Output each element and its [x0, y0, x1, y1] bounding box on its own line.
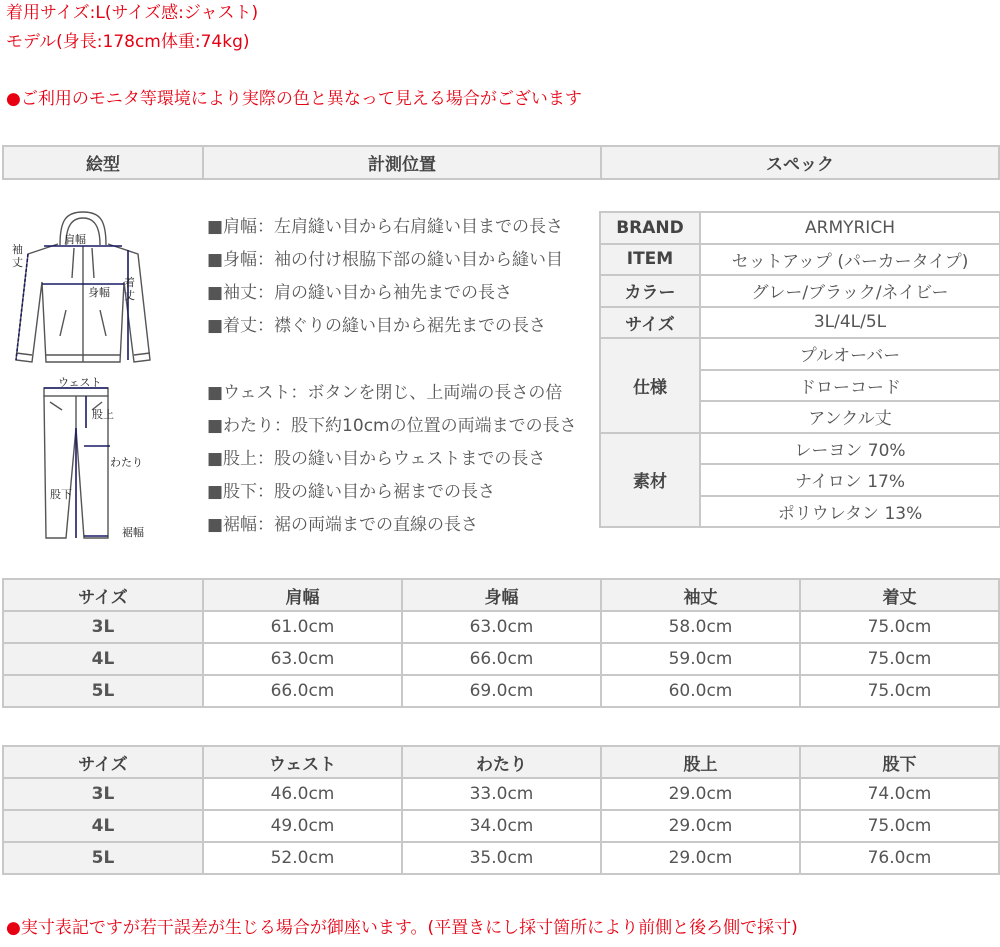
spec-color-value: グレー/ブラック/ネイビー — [700, 275, 1000, 307]
value-cell: 34.0cm — [402, 810, 601, 842]
value-cell: 69.0cm — [402, 675, 601, 707]
measure-item: ■肩幅：左肩縫い目から右肩縫い目までの長さ — [207, 217, 564, 237]
column-header: 身幅 — [402, 579, 601, 611]
label-waist: ウェスト — [58, 376, 102, 389]
pants-illustration — [36, 376, 156, 546]
table-row — [3, 675, 999, 707]
value-cell: 60.0cm — [601, 675, 800, 707]
spec-shiyou-value: アンクル丈 — [700, 401, 1000, 433]
value-cell: 75.0cm — [800, 643, 999, 675]
value-cell: 49.0cm — [203, 810, 402, 842]
label-watari: わたり — [110, 456, 143, 469]
section-header-table — [2, 145, 1000, 180]
table-row — [3, 611, 999, 643]
column-header: 肩幅 — [203, 579, 402, 611]
label-matagami: 股上 — [92, 408, 114, 421]
spec-size-label: サイズ — [600, 307, 700, 339]
value-cell: 63.0cm — [402, 611, 601, 643]
value-cell: 75.0cm — [800, 611, 999, 643]
measure-item: ■袖丈：肩の縫い目から袖先までの長さ — [207, 283, 513, 303]
value-cell: 29.0cm — [601, 842, 800, 874]
table-row — [3, 778, 999, 810]
label-susohaba: 裾幅 — [122, 526, 144, 539]
value-cell: 29.0cm — [601, 778, 800, 810]
measure-item: ■股上：股の縫い目からウェストまでの長さ — [207, 449, 546, 469]
value-cell: 76.0cm — [800, 842, 999, 874]
size-cell: 4L — [3, 810, 203, 842]
value-cell: 75.0cm — [800, 810, 999, 842]
column-header: 着丈 — [800, 579, 999, 611]
spec-item-label: ITEM — [600, 244, 700, 276]
measure-item: ■裾幅：裾の両端までの直線の長さ — [207, 515, 479, 535]
spec-brand-value: ARMYRICH — [700, 212, 1000, 244]
label-kitake-1: 着 — [124, 276, 135, 289]
spec-item-value: セットアップ (パーカータイプ) — [700, 244, 1000, 276]
label-kitake-2: 丈 — [124, 289, 135, 302]
column-header: サイズ — [3, 579, 203, 611]
size-table-top — [2, 578, 1000, 708]
column-header: 股下 — [800, 746, 999, 778]
measure-item: ■わたり：股下約10cmの位置の両端までの長さ — [207, 416, 577, 436]
value-cell: 59.0cm — [601, 643, 800, 675]
label-mihaba: 身幅 — [88, 286, 110, 299]
measure-item: ■着丈：襟ぐりの縫い目から裾先までの長さ — [207, 316, 547, 336]
value-cell: 29.0cm — [601, 810, 800, 842]
size-table-bottom — [2, 745, 1000, 875]
value-cell: 75.0cm — [800, 675, 999, 707]
value-cell: 58.0cm — [601, 611, 800, 643]
value-cell: 63.0cm — [203, 643, 402, 675]
label-sode-2: 丈 — [12, 256, 23, 269]
size-cell: 3L — [3, 611, 203, 643]
measure-item: ■股下：股の縫い目から裾までの長さ — [207, 482, 496, 502]
table-row — [3, 842, 999, 874]
worn-size-line: 着用サイズ:L(サイズ感:ジャスト) — [6, 3, 259, 23]
spec-sozai-label: 素材 — [600, 433, 700, 528]
value-cell: 61.0cm — [203, 611, 402, 643]
spec-sozai-value: ナイロン 17% — [700, 464, 1000, 496]
value-cell: 66.0cm — [402, 643, 601, 675]
label-katahaba: 肩幅 — [64, 233, 86, 246]
spec-sozai-value: ポリウレタン 13% — [700, 496, 1000, 528]
table-row — [3, 810, 999, 842]
value-cell: 52.0cm — [203, 842, 402, 874]
label-sode-1: 袖 — [12, 243, 23, 256]
size-cell: 4L — [3, 643, 203, 675]
measure-item: ■ウェスト：ボタンを閉じ、上両端の長さの倍 — [207, 383, 563, 403]
spec-size-value: 3L/4L/5L — [700, 307, 1000, 339]
label-matashita: 股下 — [50, 488, 72, 501]
table-row — [3, 643, 999, 675]
size-cell: 5L — [3, 842, 203, 874]
size-cell: 5L — [3, 675, 203, 707]
spec-sozai-value: レーヨン 70% — [700, 433, 1000, 465]
spec-shiyou-value: ドローコード — [700, 370, 1000, 402]
model-size-line: モデル(身長:178cm体重:74kg) — [6, 32, 250, 52]
color-notice: ●ご利用のモニタ等環境により実際の色と異なって見える場合がございます — [6, 89, 582, 109]
jacket-illustration — [8, 210, 158, 375]
value-cell: 74.0cm — [800, 778, 999, 810]
size-cell: 3L — [3, 778, 203, 810]
measure-item: ■身幅：袖の付け根脇下部の縫い目から縫い目 — [207, 250, 564, 270]
footer-notice: ●実寸表記ですが若干誤差が生じる場合が御座います。(平置きにし採寸箇所により前側と後ろ側で採寸) — [6, 918, 798, 938]
spec-color-label: カラー — [600, 275, 700, 307]
value-cell: 35.0cm — [402, 842, 601, 874]
value-cell: 46.0cm — [203, 778, 402, 810]
value-cell: 33.0cm — [402, 778, 601, 810]
measure-list-top — [207, 211, 563, 343]
column-header: サイズ — [3, 746, 203, 778]
header-spec: スペック — [601, 146, 999, 179]
header-illustration: 絵型 — [3, 146, 203, 179]
column-header: わたり — [402, 746, 601, 778]
spec-shiyou-label: 仕様 — [600, 338, 700, 433]
column-header: ウェスト — [203, 746, 402, 778]
column-header: 袖丈 — [601, 579, 800, 611]
value-cell: 66.0cm — [203, 675, 402, 707]
spec-shiyou-value: プルオーバー — [700, 338, 1000, 370]
spec-table — [599, 211, 1000, 528]
header-measure-position: 計測位置 — [203, 146, 601, 179]
column-header: 股上 — [601, 746, 800, 778]
measure-list-bottom — [207, 377, 577, 542]
spec-brand-label: BRAND — [600, 212, 700, 244]
